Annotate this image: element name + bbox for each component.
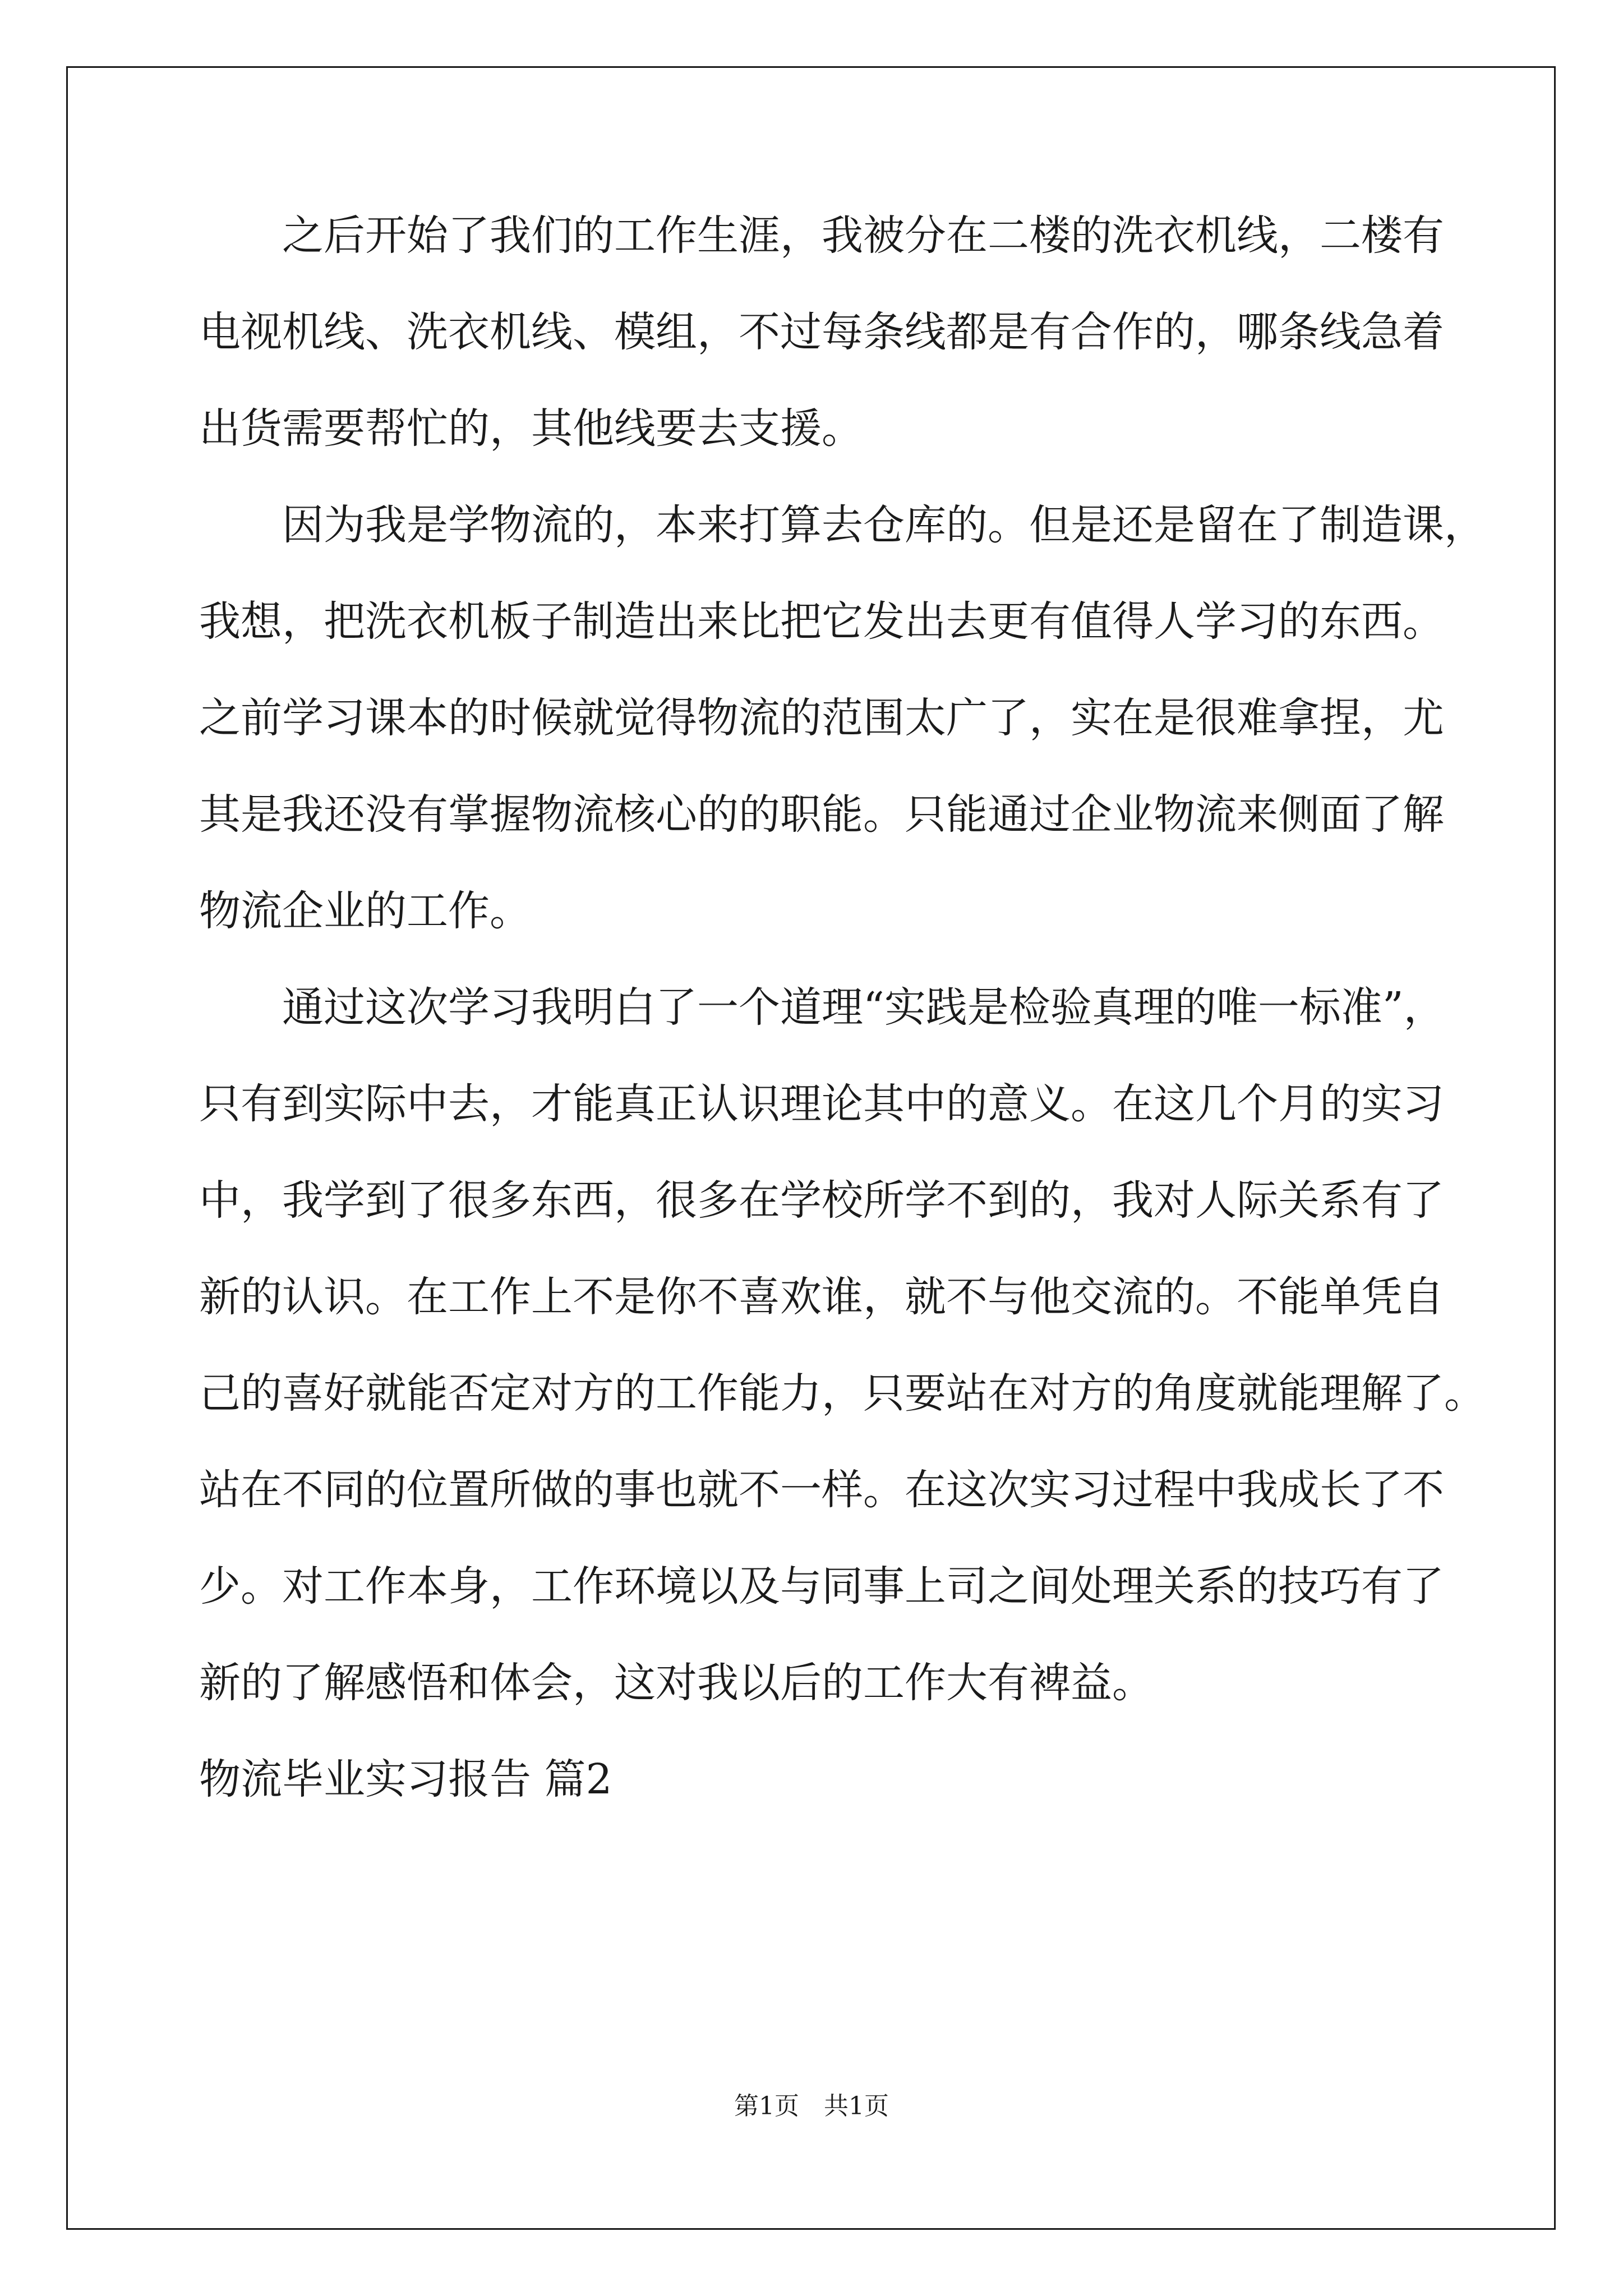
paragraph-line: 之后开始了我们的工作生涯，我被分在二楼的洗衣机线，二楼有 [282,211,1444,260]
section-heading: 物流毕业实习报告 篇2 [199,1755,612,1803]
paragraph-line: 物流企业的工作。 [199,887,531,935]
paragraph-line: 出货需要帮忙的，其他线要去支援。 [199,404,863,453]
paragraph-line: 通过这次学习我明白了一个道理“实践是检验真理的唯一标准”， [282,983,1445,1032]
paragraph-line: 少。对工作本身，工作环境以及与同事上司之间处理关系的技巧有了 [199,1562,1444,1611]
paragraph-line: 因为我是学物流的，本来打算去仓库的。但是还是留在了制造课， [282,501,1486,549]
paragraph-line: 只有到实际中去，才能真正认识理论其中的意义。在这几个月的实习 [199,1080,1444,1128]
paragraph-line: 己的喜好就能否定对方的工作能力，只要站在对方的角度就能理解了。 [199,1369,1486,1418]
paragraph-line: 站在不同的位置所做的事也就不一样。在这次实习过程中我成长了不 [199,1466,1444,1514]
paragraph-line: 新的了解感悟和体会，这对我以后的工作大有裨益。 [199,1659,1154,1707]
paragraph-line: 其是我还没有掌握物流核心的的职能。只能通过企业物流来侧面了解 [199,790,1444,839]
paragraph-line: 新的认识。在工作上不是你不喜欢谁，就不与他交流的。不能单凭自 [199,1273,1444,1321]
paragraph-line: 电视机线、洗衣机线、模组，不过每条线都是有合作的，哪条线急着 [199,308,1444,356]
paragraph-line: 中，我学到了很多东西，很多在学校所学不到的，我对人际关系有了 [199,1176,1444,1225]
page-footer: 第1页 共1页 [734,2092,889,2120]
paragraph-line: 之前学习课本的时候就觉得物流的范围太广了，实在是很难拿捏，尤 [199,694,1444,742]
paragraph-line: 我想，把洗衣机板子制造出来比把它发出去更有值得人学习的东西。 [199,597,1444,646]
page-border [66,66,1556,2230]
